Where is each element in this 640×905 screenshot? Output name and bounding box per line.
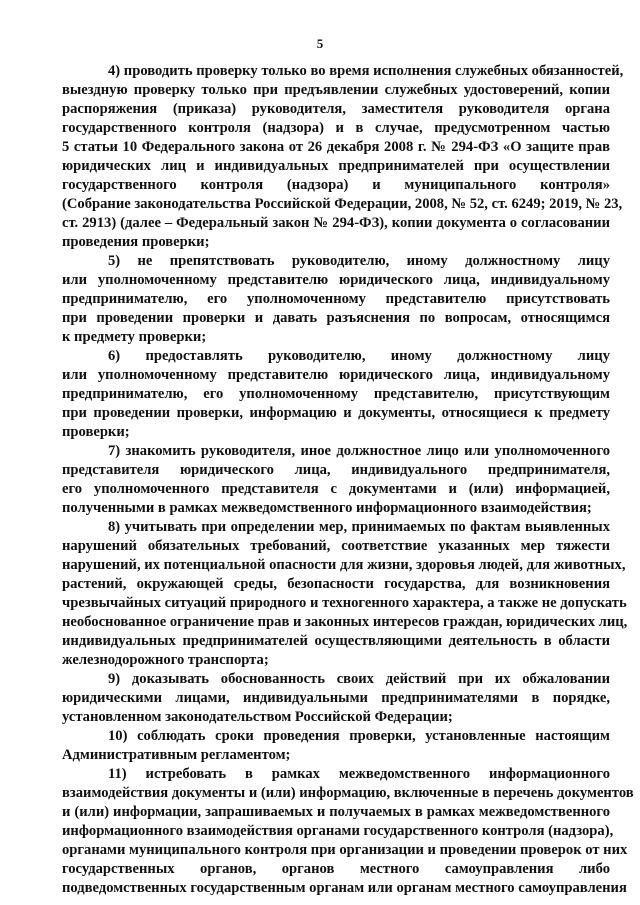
- paragraph: [62, 442, 610, 518]
- text-line: информационного взаимодействия органами государственного контроля (надзора),: [62, 823, 614, 839]
- text-line: предпринимателю, его уполномоченному представителю, присутствующим: [62, 386, 610, 402]
- text-line: или уполномоченному представителю юридического лица, индивидуальному: [62, 272, 610, 288]
- page-number: 5: [316, 36, 324, 51]
- text-line: проверки;: [62, 424, 130, 440]
- text-line: подведомственных государственным органам или органам местного самоуправления: [62, 880, 627, 896]
- text-line: при проведении проверки и давать разъяснения по вопросам, относящимся: [62, 310, 610, 326]
- paragraph: [62, 765, 634, 898]
- text-line: Административным регламентом;: [62, 747, 291, 763]
- text-line: 11) истребовать в рамках межведомственного информационного: [108, 766, 610, 782]
- text-line: юридических лиц и индивидуальных предпринимателей при осуществлении: [62, 158, 610, 174]
- text-line: при проведении проверки, информацию и документы, относящиеся к предмету: [62, 405, 610, 421]
- text-line: 10) соблюдать сроки проведения проверки, установленные настоящим: [108, 728, 610, 744]
- paragraph: [62, 727, 610, 765]
- text-line: взаимодействия документы и (или) информацию, включенные в перечень документов: [62, 785, 634, 801]
- text-line: юридическими лицами, индивидуальными предпринимателями в порядке,: [62, 690, 610, 706]
- text-line: государственного контроля (надзора) и муниципального контроля»: [62, 177, 610, 193]
- text-line: государственных органов, органов местного самоуправления либо: [62, 861, 610, 877]
- text-line: ст. 2913) (далее – Федеральный закон № 294-ФЗ), копии документа о согласовании: [62, 215, 610, 231]
- text-line: государственного контроля (надзора) и в случае, предусмотренном частью: [62, 120, 610, 136]
- text-line: 5 статьи 10 Федерального закона от 26 декабря 2008 г. № 294-ФЗ «О защите прав: [62, 139, 610, 155]
- text-line: (Собрание законодательства Российской Федерации, 2008, № 52, ст. 6249; 2019, № 23,: [62, 196, 623, 212]
- text-line: его уполномоченного представителя с документами и (или) информацией,: [62, 481, 610, 497]
- text-line: выездную проверку только при предъявлении служебных удостоверений, копии: [62, 82, 610, 98]
- text-line: и (или) информации, запрашиваемых и получаемых в рамках межведомственного: [62, 804, 610, 820]
- paragraph: [62, 518, 628, 670]
- text-line: или уполномоченному представителю юридического лица, индивидуальному: [62, 367, 610, 383]
- text-line: распоряжения (приказа) руководителя, заместителя руководителя органа: [62, 101, 610, 117]
- text-line: чрезвычайных ситуаций природного и техногенного характера, а также не допускать: [62, 595, 627, 611]
- text-line: полученными в рамках межведомственного информационного взаимодействия;: [62, 500, 592, 516]
- text-line: нарушений, их потенциальной опасности для жизни, здоровья людей, для животных,: [62, 557, 626, 573]
- text-line: 8) учитывать при определении мер, принимаемых по фактам выявленных: [108, 519, 610, 535]
- text-line: предпринимателю, его уполномоченному представителю присутствовать: [62, 291, 610, 307]
- paragraph: [62, 252, 610, 347]
- text-line: проведения проверки;: [62, 234, 210, 250]
- text-line: 5) не препятствовать руководителю, иному должностному лицу: [108, 253, 610, 269]
- text-line: установленном законодательством Российской Федерации;: [62, 709, 453, 725]
- paragraph: [62, 62, 624, 252]
- text-line: железнодорожного транспорта;: [62, 652, 269, 668]
- text-line: 6) предоставлять руководителю, иному должностному лицу: [108, 348, 610, 364]
- text-line: органами муниципального контроля при организации и проведении проверок от них: [62, 842, 628, 858]
- text-line: 4) проводить проверку только во время исполнения служебных обязанностей,: [108, 63, 624, 79]
- text-line: представителя юридического лица, индивидуального предпринимателя,: [62, 462, 610, 478]
- text-line: 9) доказывать обоснованность своих действий при их обжаловании: [108, 671, 610, 687]
- text-line: необоснованное ограничение прав и законных интересов граждан, юридических лиц,: [62, 614, 628, 630]
- text-line: индивидуальных предпринимателей осуществляющими деятельность в области: [62, 633, 610, 649]
- text-line: растений, окружающей среды, безопасности государства, для возникновения: [62, 576, 610, 592]
- document-body: [62, 62, 634, 898]
- paragraph: [62, 670, 610, 727]
- paragraph: [62, 347, 610, 442]
- text-line: 7) знакомить руководителя, иное должностное лицо или уполномоченного: [108, 443, 610, 459]
- text-line: нарушений обязательных требований, соответствие указанных мер тяжести: [62, 538, 610, 554]
- text-line: к предмету проверки;: [62, 329, 207, 345]
